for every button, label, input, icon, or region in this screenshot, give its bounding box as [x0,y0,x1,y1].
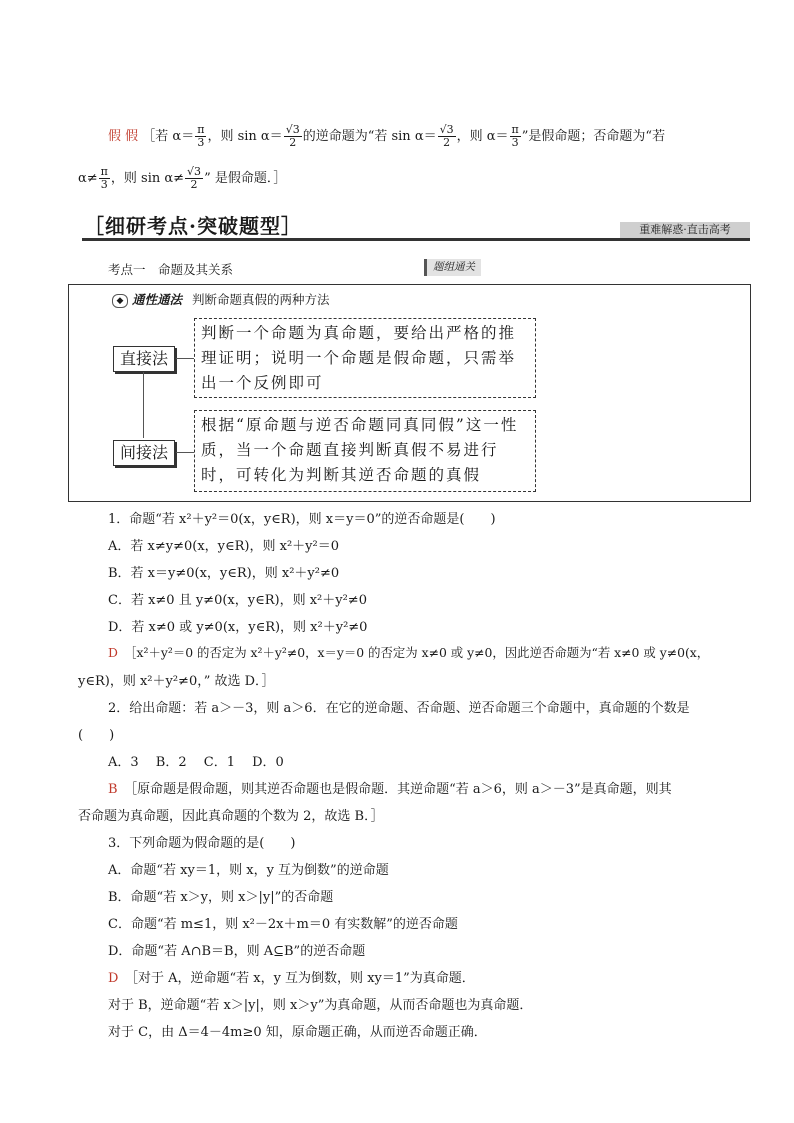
indirect-method-description: 根据“原命题与逆否命题同真同假”这一性质，当一个命题直接判断真假不易进行时，可转化为判断其逆否命题的真假 [194,410,536,492]
q3-stem: 3．下列命题为假命题的是( ) [108,836,296,851]
q1-option-d: D．若 x≠0 或 y≠0(x，y∈R)，则 x²＋y²≠0 [108,620,368,635]
q1-stem: 1．命题“若 x²＋y²＝0(x，y∈R)，则 x＝y＝0”的逆否命题是( ) [108,512,496,527]
connector-line [143,372,144,438]
indirect-method-label: 间接法 [113,440,175,466]
method-icon: ◆ [112,294,128,308]
q1-option-c: C．若 x≠0 且 y≠0(x，y∈R)，则 x²＋y²≠0 [108,593,367,608]
q3-option-c: C．命题“若 m≤1，则 x²－2x＋m＝0 有实数解”的逆否命题 [108,917,458,932]
q3-explanation-1: D ［对于 A，逆命题“若 x，y 互为倒数，则 xy＝1”为真命题． [108,971,475,986]
direct-method-description: 判断一个命题为真命题，要给出严格的推理证明；说明一个命题是假命题，只需举出一个反例即可 [194,318,536,398]
section-title: ［细研考点·突破题型］ [84,214,302,238]
q1-explanation-2: y∈R)，则 x²＋y²≠0，” 故选 D．］ [78,674,275,689]
answer-label: 假 假 [108,129,139,144]
fraction-pi-over-3: $\frac{\pi}{3}$ [197,123,205,149]
q2-explanation-1: B ［原命题是假命题，则其逆否命题也是假命题．其逆命题“若 a＞6，则 a＞－3”是真命题，则其 [108,782,672,797]
fraction-sqrt3-over-2: $\frac{√3}{2}$ [285,123,300,149]
topic-title: 考点一 命题及其关系 [108,262,234,277]
topic-badge: 题组通关 [424,259,481,276]
q3-option-a: A．命题“若 xy＝1，则 x，y 互为倒数”的逆命题 [108,863,389,878]
method-heading: ◆ 通性通法 判断命题真假的两种方法 [112,290,330,308]
q2-stem: 2．给出命题：若 a＞－3，则 a＞6．在它的逆命题、否命题、逆否命题三个命题中，真命题的个数是 [108,701,690,716]
q1-explanation-1: D ［x²＋y²＝0 的否定为 x²＋y²≠0，x＝y＝0 的否定为 x≠0 或 y≠0，因此逆否命题为“若 x≠0 或 y≠0(x， [108,645,710,660]
connector-line [176,358,194,359]
q3-explanation-2: 对于 B，逆命题“若 x＞|y|，则 x＞y”为真命题，从而否命题也为真命题． [108,998,533,1013]
q3-option-b: B．命题“若 x＞y，则 x＞|y|”的否命题 [108,890,334,905]
q2-stem-paren: ( ) [78,728,115,743]
intro-line-1: 假 假 ［若 α＝ $\frac{\pi}{3}$ ，则 sin α＝ $\frac{√3}{2}$ 的逆命题为“若 sin α＝ $\frac{√3}{2}$ ，则 α＝ $\frac{\pi}{3}$ ”是假命题；否命题为“若 [108,123,666,149]
q3-option-d: D．命题“若 A∩B＝B，则 A⊆B”的逆否命题 [108,944,366,959]
intro-line-2: α≠ $\frac{\pi}{3}$ ，则 sin α≠ $\frac{√3}{2}$ ” 是假命题．］ [78,165,287,191]
fraction-pi-over-3: $\frac{\pi}{3}$ [100,165,108,191]
q2-options: A．3 B．2 C．1 D．0 [108,755,284,770]
q1-option-b: B．若 x＝y≠0(x，y∈R)，则 x²＋y²≠0 [108,566,340,581]
connector-line [176,452,194,453]
q1-option-a: A．若 x≠y≠0(x，y∈R)，则 x²＋y²＝0 [108,539,339,554]
section-divider [82,238,750,241]
fraction-sqrt3-over-2: $\frac{√3}{2}$ [187,165,202,191]
q2-explanation-2: 否命题为真命题，因此真命题的个数为 2，故选 B．］ [78,809,384,824]
fraction-sqrt3-over-2: $\frac{√3}{2}$ [439,123,454,149]
q3-explanation-3: 对于 C，由 Δ＝4－4m≥0 知，原命题正确，从而逆否命题正确． [108,1025,487,1040]
direct-method-label: 直接法 [113,346,175,372]
section-tag: 重难解惑·直击高考 [620,222,750,238]
fraction-pi-over-3: $\frac{\pi}{3}$ [511,123,519,149]
